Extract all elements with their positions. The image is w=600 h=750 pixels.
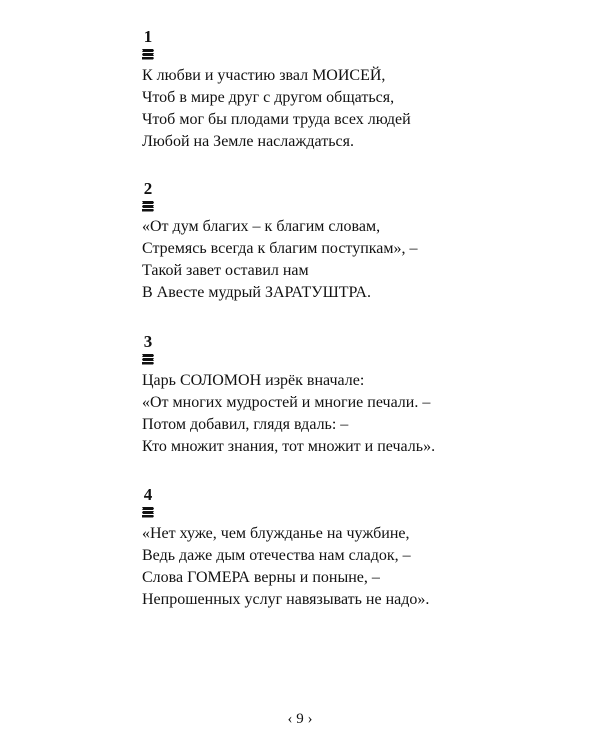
verse-line: В Авесте мудрый ЗАРАТУШТРА. (142, 284, 371, 301)
stanza-number: 3 (143, 332, 153, 351)
book-stack-icon (141, 506, 155, 518)
book-stack-icon (141, 353, 155, 365)
verse-line: Непрошенных услуг навязывать не надо». (142, 591, 430, 608)
verse-line: Чтоб в мире друг с другом общаться, (142, 89, 395, 106)
stanza-number: 4 (143, 485, 153, 504)
stanza (142, 370, 562, 458)
stanza (142, 65, 562, 153)
verse-line: «От дум благих – к благим словам, (142, 218, 381, 235)
stanza-number: 1 (143, 27, 153, 46)
verse-line: Такой завет оставил нам (142, 262, 309, 279)
verse-line: Царь СОЛОМОН изрёк вначале: (142, 372, 365, 389)
verse-line: Любой на Земле наслаждаться. (142, 133, 354, 150)
verse-line: Чтоб мог бы плодами труда всех людей (142, 111, 411, 128)
verse-line: Ведь даже дым отечества нам сладок, – (142, 547, 411, 564)
verse-line: «От многих мудростей и многие печали. – (142, 394, 431, 411)
book-stack-icon (141, 200, 155, 212)
stanza (142, 216, 562, 304)
page-number: ‹ 9 › (287, 711, 313, 727)
verse-line: К любви и участию звал МОИСЕЙ, (142, 67, 386, 84)
verse-line: Кто множит знания, тот множит и печаль». (142, 438, 436, 455)
stanza (142, 523, 562, 611)
verse-line: «Нет хуже, чем блужданье на чужбине, (142, 525, 410, 542)
stanza-number: 2 (143, 179, 153, 198)
verse-line: Потом добавил, глядя вдаль: – (142, 416, 349, 433)
verse-line: Слова ГОМЕРА верны и поныне, – (142, 569, 380, 586)
verse-line: Стремясь всегда к благим поступкам», – (142, 240, 418, 257)
book-stack-icon (141, 48, 155, 60)
